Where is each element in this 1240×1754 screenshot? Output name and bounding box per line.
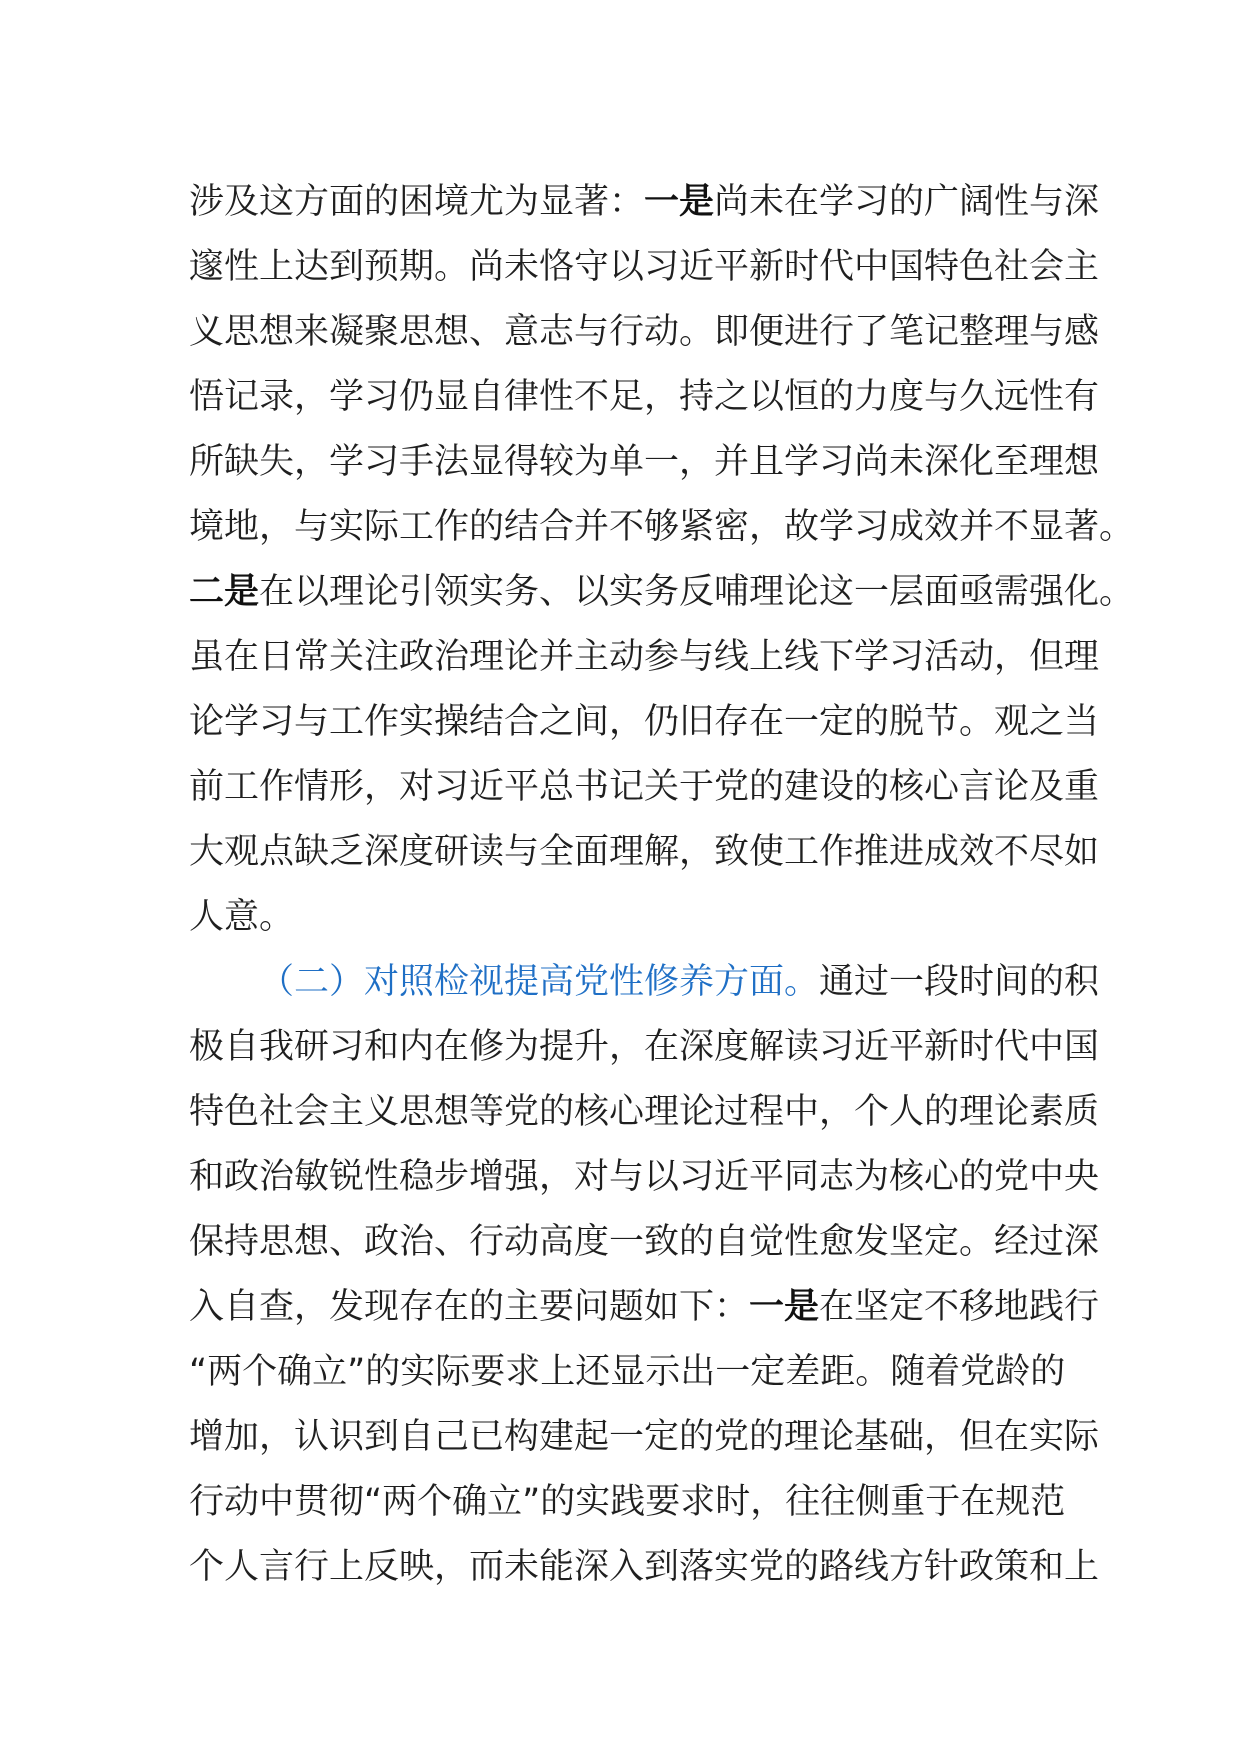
- text-run: 增加，认识到自己已构建起一定的党的理论基础，但在实际: [189, 1417, 1100, 1457]
- text-line: [189, 755, 1100, 820]
- text-line: [189, 1080, 1100, 1145]
- text-run: 人意。: [189, 897, 295, 937]
- text-run: 通过一段时间的积: [819, 962, 1100, 1002]
- text-run: 悟记录，学习仍显自律性不足，持之以恒的力度与久远性有: [189, 377, 1100, 417]
- text-line: [189, 1405, 1100, 1470]
- text-run: 虽在日常关注政治理论并主动参与线上线下学习活动，但理: [189, 637, 1100, 677]
- bold-marker: 一是: [644, 182, 715, 222]
- text-line: [189, 1015, 1100, 1080]
- section-heading: （二）对照检视提高党性修养方面。: [259, 962, 820, 1002]
- text-line: [189, 885, 1069, 950]
- text-run: 个人言行上反映，而未能深入到落实党的路线方针政策和上: [189, 1547, 1100, 1587]
- text-run: 和政治敏锐性稳步增强，对与以习近平同志为核心的党中央: [189, 1157, 1100, 1197]
- text-line: [189, 170, 1100, 235]
- text-run: 在坚定不移地践行: [819, 1287, 1100, 1327]
- text-line: [189, 1210, 1100, 1275]
- text-run: 邃性上达到预期。尚未恪守以习近平新时代中国特色社会主: [189, 247, 1100, 287]
- text-line: [189, 820, 1100, 885]
- text-run: 大观点缺乏深度研读与全面理解，致使工作推进成效不尽如: [189, 832, 1100, 872]
- text-line: [189, 1470, 1069, 1535]
- text-run: 尚未在学习的广阔性与深: [714, 182, 1100, 222]
- text-run: 义思想来凝聚思想、意志与行动。即便进行了笔记整理与感: [189, 312, 1100, 352]
- text-run: 在以理论引领实务、以实务反哺理论这一层面亟需强化。: [259, 572, 1135, 612]
- text-line: [189, 1275, 1100, 1340]
- text-line: [189, 690, 1100, 755]
- text-run: 前工作情形，对习近平总书记关于党的建设的核心言论及重: [189, 767, 1100, 807]
- text-line: [189, 625, 1100, 690]
- text-run: 论学习与工作实操结合之间，仍旧存在一定的脱节。观之当: [189, 702, 1100, 742]
- text-line: [189, 1145, 1100, 1210]
- section-heading-line: [189, 950, 1100, 1015]
- text-line: [189, 495, 1135, 560]
- text-run: 入自查，发现存在的主要问题如下：: [189, 1287, 750, 1327]
- text-line: [189, 1535, 1100, 1600]
- text-run: 保持思想、政治、行动高度一致的自觉性愈发坚定。经过深: [189, 1222, 1100, 1262]
- bold-marker: 一是: [749, 1287, 820, 1327]
- text-line: [189, 430, 1100, 495]
- text-run: 特色社会主义思想等党的核心理论过程中，个人的理论素质: [189, 1092, 1100, 1132]
- text-run: “两个确立”的实际要求上还显示出一定差距。随着党龄的: [189, 1352, 1066, 1392]
- text-line: [189, 235, 1100, 300]
- text-run: 所缺失，学习手法显得较为单一，并且学习尚未深化至理想: [189, 442, 1100, 482]
- text-line: [189, 300, 1100, 365]
- bold-marker: 二是: [189, 572, 260, 612]
- text-run: 涉及这方面的困境尤为显著：: [189, 182, 645, 222]
- text-line: [189, 560, 1135, 625]
- text-line: [189, 365, 1100, 430]
- text-line: [189, 1340, 1069, 1405]
- text-run: 行动中贯彻“两个确立”的实践要求时，往往侧重于在规范: [189, 1482, 1066, 1522]
- text-run: 极自我研习和内在修为提升，在深度解读习近平新时代中国: [189, 1027, 1100, 1067]
- document-body: [189, 170, 1135, 1600]
- text-run: 境地，与实际工作的结合并不够紧密，故学习成效并不显著。: [189, 507, 1135, 547]
